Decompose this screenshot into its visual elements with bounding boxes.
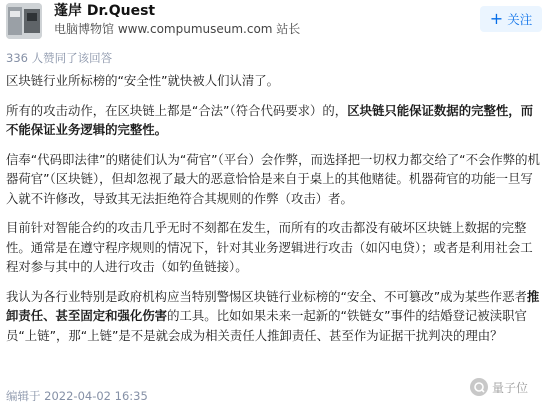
quantum-logo-icon — [470, 378, 488, 396]
author-description: 电脑博物馆 www.compumuseum.com 站长 — [54, 22, 301, 36]
paragraph-text: 信奉“代码即法律”的赌徒们认为“荷官”（平台）会作弊，而选择把一切权力都交给了“不会作弊的机器荷官”（区块链），但却忽视了最大的恶意恰恰是来自于桌上的其他赌徒。机器荷官的功能一旦写入就不许修改，导致其无法拒绝符合其规则的作弊（攻击）者。 — [6, 151, 540, 206]
answer-paragraph — [6, 150, 540, 209]
watermark — [470, 378, 528, 396]
answer-content — [6, 71, 540, 345]
follow-button[interactable] — [480, 6, 542, 32]
bold-text: 推卸责任、甚至固定和强化伤害 — [6, 288, 540, 323]
follow-label: 关注 — [507, 12, 533, 27]
answer-paragraph — [6, 101, 540, 140]
plus-icon: + — [489, 8, 504, 28]
answer-paragraph — [6, 71, 540, 91]
avatar[interactable] — [6, 3, 42, 39]
paragraph-text: 我认为各行业特别是政府机构应当特别警惕区块链行业标榜的“安全、不可篡改”成为某些作恶者 — [6, 288, 527, 304]
avatar-image — [6, 3, 42, 39]
bold-text: 区块链只能保证数据的完整性，而不能保证业务逻辑的完整性。 — [6, 102, 534, 137]
paragraph-text: 区块链行业所标榜的“安全性”就快被人们认清了。 — [6, 73, 280, 88]
paragraph-text: 的工具。比如如果未来一起新的“铁链女”事件的结婚登记被渎职官员“上链”，那“上链”是不是就会成为相关责任人推卸责任、甚至作为证据干扰判决的理由？ — [6, 308, 527, 343]
author-name[interactable]: 蓬岸 Dr.Quest — [54, 3, 156, 19]
approval-count[interactable]: 336 人赞同了该回答 — [6, 51, 113, 65]
answer-paragraph — [6, 287, 540, 346]
paragraph-text: 目前针对智能合约的攻击几乎无时不刻都在发生，而所有的攻击都没有破坏区块链上数据的完整性。通常是在遵守程序规则的情况下，针对其业务逻辑进行攻击（如闪电贷）；或者是利用社会工程对参与其中的人进行攻击（如钓鱼链接）。 — [6, 220, 533, 274]
edit-timestamp[interactable]: 编辑于 2022-04-02 16:35 — [6, 389, 148, 403]
answer-paragraph — [6, 218, 540, 277]
watermark-text: 量子位 — [492, 380, 529, 395]
answer-header — [0, 0, 550, 44]
paragraph-text: 所有的攻击动作，在区块链上都是“合法”（符合代码要求）的， — [6, 102, 348, 118]
